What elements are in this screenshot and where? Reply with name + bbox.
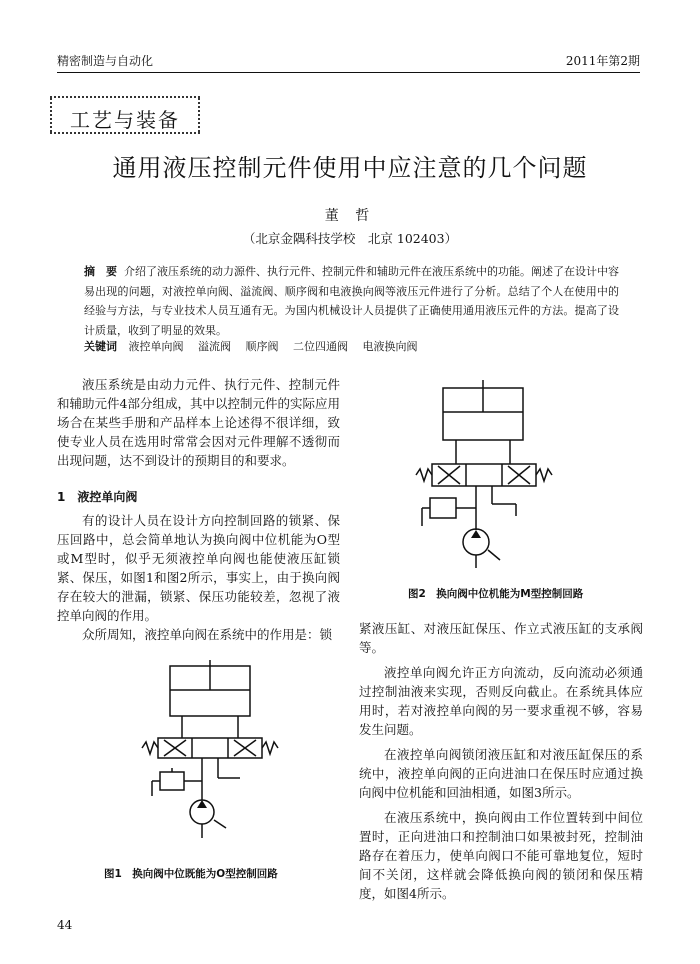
keyword: 二位四通阀 (293, 340, 348, 353)
figure-1-diagram (140, 660, 280, 840)
section-heading: 1 液控单向阀 (57, 490, 138, 504)
article-title: 通用液压控制元件使用中应注意的几个问题 (112, 154, 588, 182)
abstract (84, 262, 619, 340)
figure-2-caption: 图2 换向阀中位机能为M型控制回路 (408, 588, 584, 600)
paragraph: 液控单向阀允许正方向流动，反向流动必须通过控制油液来实现，否则反向截止。在系统具体应用时，若对液控单向阀的另一要求重视不够，容易发生问题。 (359, 665, 643, 737)
right-column-text (359, 619, 643, 903)
paragraph: 有的设计人员在设计方向控制回路的锁紧、保压回路中，总会简单地认为换向阀中位机能为O型或M型时，似乎无须液控单向阀也能使液压缸锁紧、保压，如图1和图2所示，事实上，由于换向阀存在较大的泄漏，锁紧、保压功能较差，忽视了液控单向阀的作用。 (57, 513, 340, 623)
paragraph: 在液压系统中，换向阀由工作位置转到中间位置时，正向进油口和控制油口如果被封死，控制油路存在着压力，使单向阀口不能可靠地复位，短时间不关闭，这样就会降低换向阀的锁闭和保压精度，如图4所示。 (359, 810, 643, 901)
figure-1-caption: 图1 换向阀中位既能为O型控制回路 (104, 868, 278, 880)
keyword: 顺序阀 (245, 340, 279, 353)
abstract-label: 摘 要 (84, 265, 117, 278)
journal-name: 精密制造与自动化 (57, 54, 154, 68)
section-label: 工艺与装备 (70, 108, 180, 132)
paragraph: 在液控单向阀锁闭液压缸和对液压缸保压的系统中，液控单向阀的正向进油口在保压时应通过换向阀中位机能和回油相通，如图3所示。 (359, 747, 643, 800)
paragraph: 众所周知，液控单向阀在系统中的作用是：锁 (82, 627, 333, 642)
left-column-top (57, 375, 340, 644)
keywords-label: 关键词 (84, 340, 117, 353)
figure-2-diagram (408, 380, 558, 570)
page-number: 44 (57, 918, 73, 932)
header-rule (57, 72, 640, 73)
intro-paragraph: 液压系统是由动力元件、执行元件、控制元件和辅助元件4部分组成，其中以控制元件的实际应用场合在某些手册和产品样本上论述得不很详细，致使专业人员在选用时常常会因对元件理解不透彻而出现问题，达不到设计的预期目的和要求。 (57, 377, 340, 468)
author: 董 哲 (324, 208, 376, 224)
issue-number: 2011年第2期 (565, 54, 640, 68)
affiliation: （北京金隅科技学校 北京 102403） (242, 231, 458, 246)
keyword: 液控单向阀 (128, 340, 184, 353)
paragraph: 紧液压缸、对液压缸保压、作立式液压缸的支承阀等。 (359, 621, 643, 655)
keyword: 溢流阀 (198, 340, 231, 353)
keywords (84, 338, 429, 354)
section-label-box (50, 96, 200, 134)
keyword: 电液换向阀 (362, 340, 418, 353)
abstract-text: 介绍了液压系统的动力源件、执行元件、控制元件和辅助元件在液压系统中的功能。阐述了在设计中容易出现的问题，对液控单向阀、溢流阀、顺序阀和电液换向阀等液压元件进行了分析。总结了个人在使用中的经验与方法，与专业技术人员互通有无。为国内机械设计人员提供了正确使用通用液压元件的方法。提高了设计质量，收到了明显的效果。 (84, 265, 619, 337)
